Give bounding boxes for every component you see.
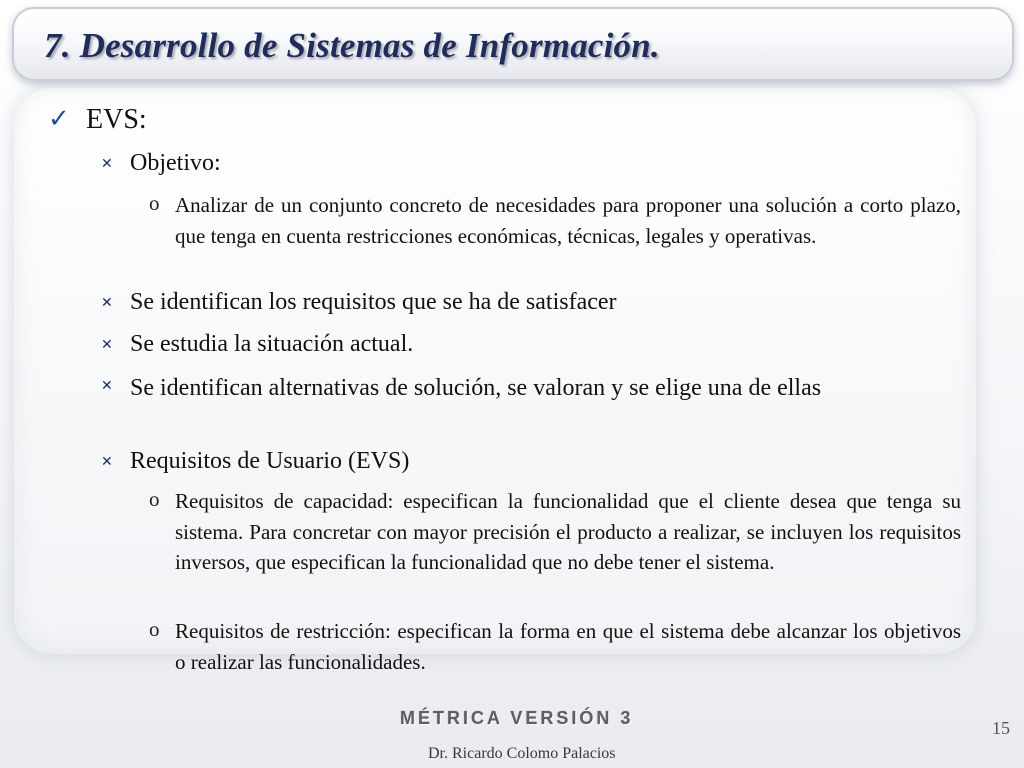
bullet-requisitos: Se identifican los requisitos que se ha de satisfacer: [130, 289, 617, 315]
bullet-situacion: Se estudia la situación actual.: [130, 331, 414, 357]
bullet-capacidad: Requisitos de capacidad: especifican la funcionalidad que el cliente desea que tenga su sistema. Para concretar con mayor precisión el producto a realizar, se incluyen los requisitos inversos, que especifican la funcionalidad que no debe tener el sistema.: [175, 489, 961, 574]
footer-author: Dr. Ricardo Colomo Palacios: [428, 745, 616, 762]
slide-title: 7. Desarrollo de Sistemas de Información.: [44, 26, 660, 65]
page-number: 15: [992, 718, 1010, 738]
bullet-alternativas: Se identifican alternativas de solución, se valoran y se elige una de ellas: [130, 375, 822, 401]
bullet-analizar: Analizar de un conjunto concreto de necesidades para proponer una solución a corto plazo, que tenga en cuenta restricciones económicas, técnicas, legales y operativas.: [175, 193, 961, 248]
x-bullet-icon: ✕: [101, 378, 113, 394]
bullet-restriccion: Requisitos de restricción: especifican la forma en que el sistema debe alcanzar los objetivos o realizar las funcionalidades.: [175, 619, 961, 674]
section-heading: EVS:: [86, 104, 147, 135]
bullet-objetivo: Objetivo:: [130, 150, 221, 176]
footer-brand: MÉTRICA VERSIÓN 3: [400, 708, 634, 728]
check-icon: ✓: [48, 104, 70, 134]
o-bullet-icon: o: [149, 487, 160, 511]
o-bullet-icon: o: [149, 191, 160, 215]
x-bullet-icon: ✕: [101, 454, 113, 470]
x-bullet-icon: ✕: [101, 337, 113, 353]
x-bullet-icon: ✕: [101, 295, 113, 311]
bullet-requisitos-usuario: Requisitos de Usuario (EVS): [130, 448, 410, 474]
x-bullet-icon: ✕: [101, 156, 113, 172]
o-bullet-icon: o: [149, 617, 160, 641]
